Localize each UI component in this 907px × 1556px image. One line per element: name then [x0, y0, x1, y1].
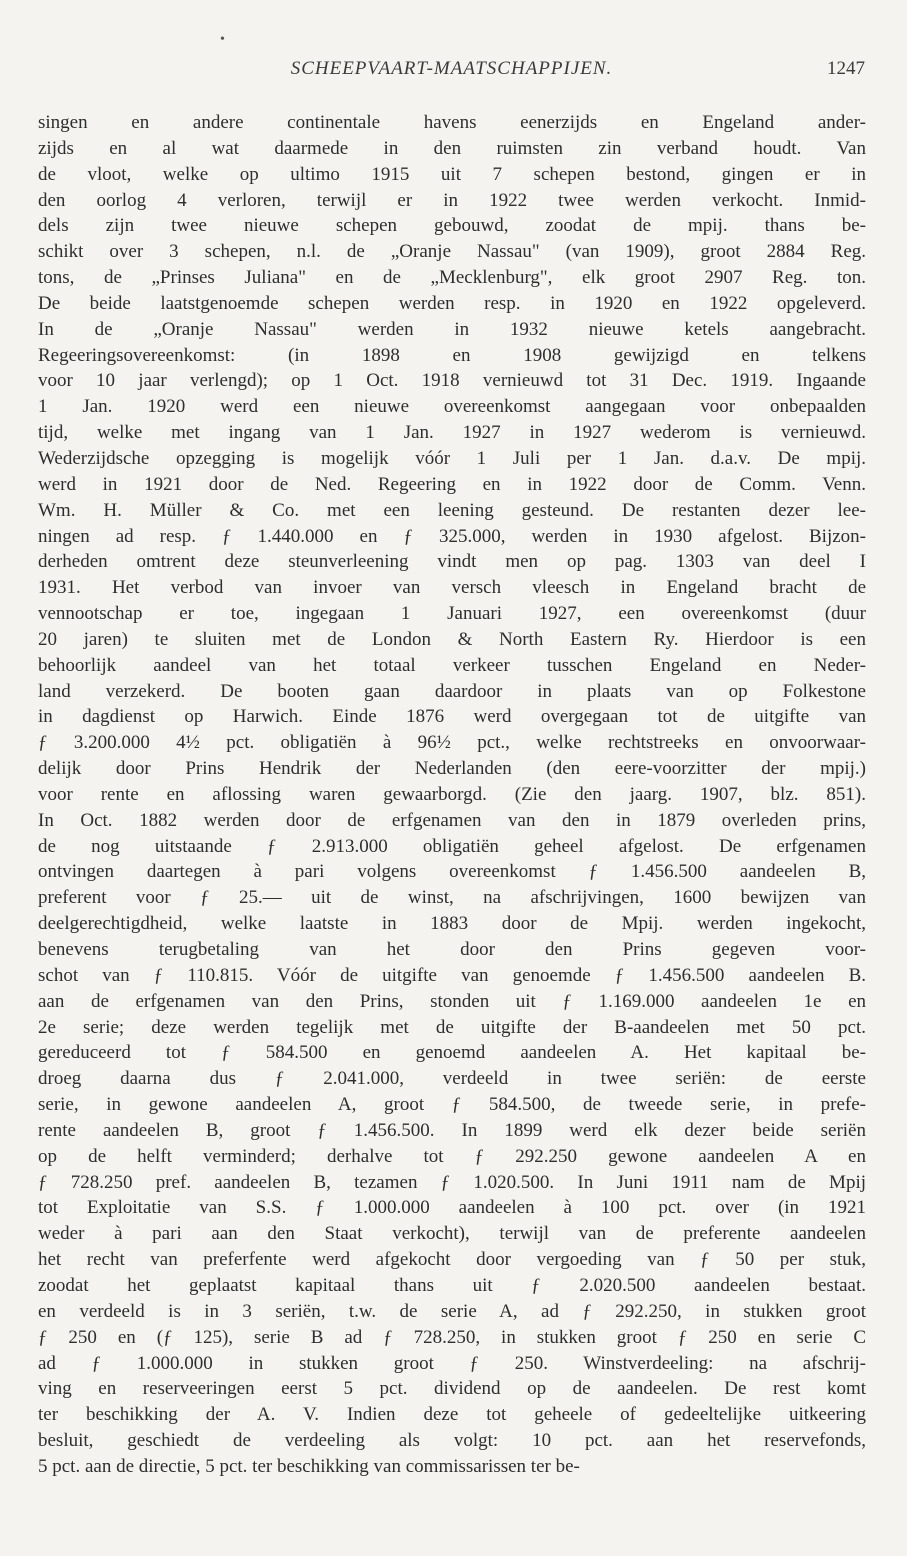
- text-line: schikt over 3 schepen, n.l. de „Oranje Nassau" (van 1909), groot 2884 Reg.: [38, 241, 866, 263]
- text-line: en verdeeld is in 3 seriën, t.w. de serie A, ad ƒ 292.250, in stukken groot: [38, 1300, 866, 1322]
- text-line: tijd, welke met ingang van 1 Jan. 1927 in 1927 wederom is vernieuwd.: [38, 422, 866, 444]
- text-line: singen en andere continentale havens eenerzijds en Engeland ander-: [38, 112, 866, 133]
- text-line: De beide laatstgenoemde schepen werden resp. in 1920 en 1922 opgeleverd.: [38, 292, 866, 314]
- text-line: droeg daarna dus ƒ 2.041.000, verdeeld in twee seriën: de eerste: [38, 1068, 866, 1090]
- text-line: ningen ad resp. ƒ 1.440.000 en ƒ 325.000, werden in 1930 afgelost. Bijzon-: [38, 525, 866, 547]
- text-line: vennootschap er toe, ingegaan 1 Januari 1927, een overeenkomst (duur: [38, 603, 866, 625]
- text-line: Regeeringsovereenkomst: (in 1898 en 1908 gewijzigd en telkens: [38, 344, 866, 366]
- text-line: tons, de „Prinses Juliana" en de „Mecklenburg", elk groot 2907 Reg. ton.: [38, 267, 866, 289]
- text-line: besluit, geschiedt de verdeeling als volgt: 10 pct. aan het reservefonds,: [38, 1430, 866, 1452]
- text-line: de vloot, welke op ultimo 1915 uit 7 schepen bestond, gingen er in: [38, 163, 866, 185]
- text-line: behoorlijk aandeel van het totaal verkeer tusschen Engeland en Neder-: [38, 654, 866, 676]
- text-line: derheden omtrent deze steunverleening vindt men op pag. 1303 van deel I: [38, 551, 866, 573]
- text-line: het recht van preferfente werd afgekocht door vergoeding van ƒ 50 per stuk,: [38, 1249, 866, 1271]
- text-line: op de helft verminderd; derhalve tot ƒ 292.250 gewone aandeelen A en: [38, 1145, 866, 1167]
- page-number: 1247: [827, 58, 865, 79]
- text-line: delijk door Prins Hendrik der Nederlanden (den eere-voorzitter der mpij.): [38, 758, 866, 780]
- text-line: 5 pct. aan de directie, 5 pct. ter beschikking van commissarissen ter be-: [38, 1455, 580, 1477]
- text-line: weder à pari aan den Staat verkocht), terwijl van de preferente aandeelen: [38, 1223, 866, 1245]
- running-title: SCHEEPVAART-MAATSCHAPPIJEN.: [290, 58, 613, 79]
- text-line: 20 jaren) te sluiten met de London & North Eastern Ry. Hierdoor is een: [38, 628, 866, 650]
- text-line: ter beschikking der A. V. Indien deze tot geheele of gedeeltelijke uitkeering: [38, 1404, 866, 1426]
- text-line: zoodat het geplaatst kapitaal thans uit ƒ 2.020.500 aandeelen bestaat.: [38, 1274, 866, 1296]
- text-line: 1931. Het verbod van invoer van versch vleesch in Engeland bracht de: [38, 577, 866, 599]
- text-line: de nog uitstaande ƒ 2.913.000 obligatiën geheel afgelost. De erfgenamen: [38, 835, 866, 857]
- text-line: schot van ƒ 110.815. Vóór de uitgifte van genoemde ƒ 1.456.500 aandeelen B.: [38, 964, 866, 986]
- text-line: voor rente en aflossing waren gewaarborgd. (Zie den jaarg. 1907, blz. 851).: [38, 783, 866, 805]
- text-line: ving en reserveeringen eerst 5 pct. dividend op de aandeelen. De rest komt: [38, 1378, 866, 1400]
- text-line: den oorlog 4 verloren, terwijl er in 1922 twee werden verkocht. Inmid-: [38, 189, 866, 211]
- text-line: deelgerechtigdheid, welke laatste in 1883 door de Mpij. werden ingekocht,: [38, 913, 866, 935]
- text-line: benevens terugbetaling van het door den Prins gegeven voor-: [38, 939, 866, 960]
- text-line: zijds en al wat daarmede in den ruimsten zin verband houdt. Van: [38, 137, 866, 159]
- text-line: land verzekerd. De booten gaan daardoor in plaats van op Folkestone: [38, 680, 866, 702]
- text-line: Wm. H. Müller & Co. met een leening gesteund. De restanten dezer lee-: [38, 499, 866, 521]
- text-line: Wederzijdsche opzegging is mogelijk vóór 1 Juli per 1 Jan. d.a.v. De mpij.: [38, 447, 866, 469]
- text-line: ƒ 3.200.000 4½ pct. obligatiën à 96½ pct., welke rechtstreeks en onvoorwaar-: [38, 732, 866, 754]
- text-line: dels zijn twee nieuwe schepen gebouwd, zoodat de mpij. thans be-: [38, 215, 866, 237]
- body-text: [38, 110, 866, 1480]
- text-line: In Oct. 1882 werden door de erfgenamen van den in 1879 overleden prins,: [38, 809, 866, 831]
- text-line: 2e serie; deze werden tegelijk met de uitgifte der B-aandeelen met 50 pct.: [38, 1016, 866, 1038]
- text-line: ad ƒ 1.000.000 in stukken groot ƒ 250. Winstverdeeling: na afschrij-: [38, 1352, 866, 1374]
- text-line: in dagdienst op Harwich. Einde 1876 werd overgegaan tot de uitgifte van: [38, 706, 866, 728]
- text-line: tot Exploitatie van S.S. ƒ 1.000.000 aandeelen à 100 pct. over (in 1921: [38, 1197, 866, 1219]
- text-line: aan de erfgenamen van den Prins, stonden uit ƒ 1.169.000 aandeelen 1e en: [38, 990, 866, 1012]
- page-header: [38, 32, 865, 88]
- header-mark: •: [220, 32, 225, 47]
- text-line: ontvingen daartegen à pari volgens overeenkomst ƒ 1.456.500 aandeelen B,: [38, 861, 866, 883]
- text-line: werd in 1921 door de Ned. Regeering en in 1922 door de Comm. Venn.: [38, 473, 866, 495]
- text-line: serie, in gewone aandeelen A, groot ƒ 584.500, de tweede serie, in prefe-: [38, 1094, 866, 1116]
- text-line: preferent voor ƒ 25.— uit de winst, na afschrijvingen, 1600 bewijzen van: [38, 887, 866, 909]
- text-line: ƒ 728.250 pref. aandeelen B, tezamen ƒ 1.020.500. In Juni 1911 nam de Mpij: [38, 1171, 866, 1193]
- text-line: ƒ 250 en (ƒ 125), serie B ad ƒ 728.250, in stukken groot ƒ 250 en serie C: [38, 1326, 866, 1348]
- text-line: gereduceerd tot ƒ 584.500 en genoemd aandeelen A. Het kapitaal be-: [38, 1042, 866, 1064]
- text-line: rente aandeelen B, groot ƒ 1.456.500. In 1899 werd elk dezer beide seriën: [38, 1119, 866, 1141]
- text-line: 1 Jan. 1920 werd een nieuwe overeenkomst aangegaan voor onbepaalden: [38, 396, 866, 418]
- text-line: voor 10 jaar verlengd); op 1 Oct. 1918 vernieuwd tot 31 Dec. 1919. Ingaande: [38, 370, 866, 392]
- text-line: In de „Oranje Nassau" werden in 1932 nieuwe ketels aangebracht.: [38, 318, 866, 340]
